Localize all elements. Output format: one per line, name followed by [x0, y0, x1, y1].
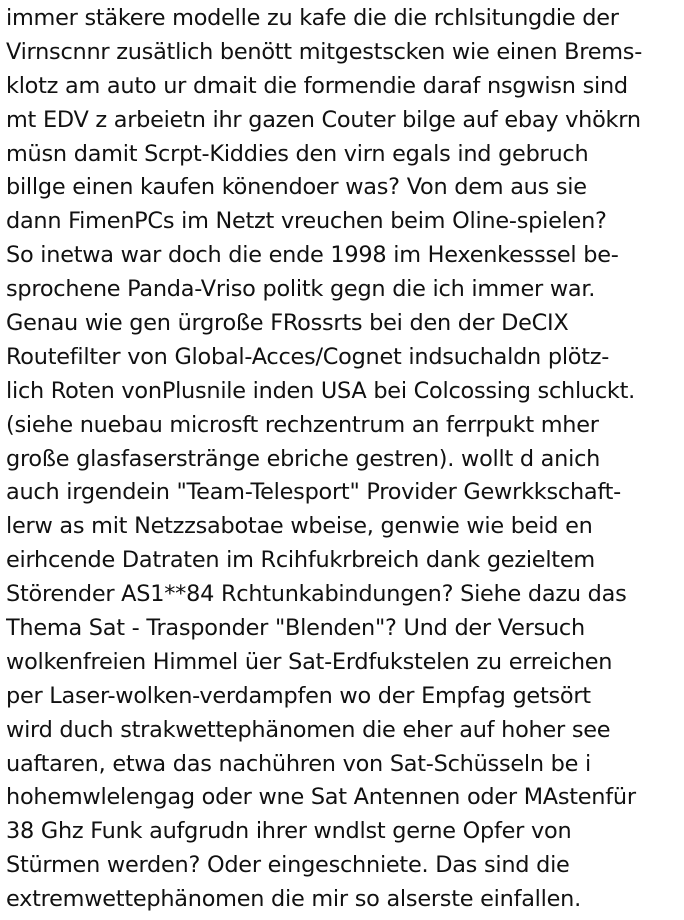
text-line: Thema Sat - Trasponder "Blenden"? Und der Versuch [6, 615, 585, 642]
text-line: Stürmen werden? Oder eingeschniete. Das sind die [6, 852, 570, 879]
text-line: wird duch strakwettephänomen die eher auf hoher see [6, 716, 611, 743]
text-line: So inetwa war doch die ende 1998 im Hexenkesssel be- [6, 242, 619, 269]
text-line: müsn damit Scrpt-Kiddies den virn egals ind gebruch [6, 140, 589, 167]
text-line: wolkenfreien Himmel üer Sat-Erdfukstelen zu erreichen [6, 648, 613, 675]
text-line: immer stäkere modelle zu kafe die die rchlsitungdie der [6, 5, 619, 31]
text-line: mt EDV z arbeietn ihr gazen Couter bilge auf ebay vhökrn [6, 106, 641, 133]
text-line: klotz am auto ur dmait die formendie daraf nsgwisn sind [6, 72, 628, 99]
text-line: hohemwlelengag oder wne Sat Antennen oder MAstenfür [6, 784, 636, 811]
text-line: lerw as mit Netzzsabotae wbeise, genwie wie beid en [6, 513, 593, 540]
text-line: auch irgendein "Team-Telesport" Provider Gewrkkschaft- [6, 479, 621, 506]
text-line: 38 Ghz Funk aufgrudn ihrer wndlst gerne Opfer von [6, 818, 572, 845]
text-line: extremwettephänomen die mir so alserste einfallen. [6, 886, 581, 913]
text-line: Genau wie gen ürgroße FRossrts bei den der DeCIX [6, 310, 569, 337]
text-line: große glasfaserstränge ebriche gestren). wollt d anich [6, 445, 601, 472]
text-line: per Laser-wolken-verdampfen wo der Empfag getsört [6, 682, 591, 709]
body-text [6, 2, 684, 917]
text-line: lich Roten vonPlusnile inden USA bei Colcossing schluckt. [6, 377, 636, 404]
text-line: eirhcende Datraten im Rcihfukrbreich dank gezieltem [6, 547, 595, 574]
text-line: billge einen kaufen könendoer was? Von dem aus sie [6, 174, 587, 201]
text-line: Störender AS1**84 Rchtunkabindungen? Siehe dazu das [6, 581, 627, 608]
text-line: Routefilter von Global-Acces/Cognet indsuchaldn plötz- [6, 343, 610, 370]
text-line: Virnscnnr zusätlich benött mitgestscken wie einen Brems- [6, 38, 643, 65]
text-line: dann FimenPCs im Netzt vreuchen beim Oline-spielen? [6, 208, 607, 235]
text-line: (siehe nuebau microsft rechzentrum an ferrpukt mher [6, 411, 599, 438]
text-line: sprochene Panda-Vriso politk gegn die ich immer war. [6, 276, 596, 303]
text-line: uaftaren, etwa das nachühren von Sat-Schüsseln be i [6, 750, 591, 777]
